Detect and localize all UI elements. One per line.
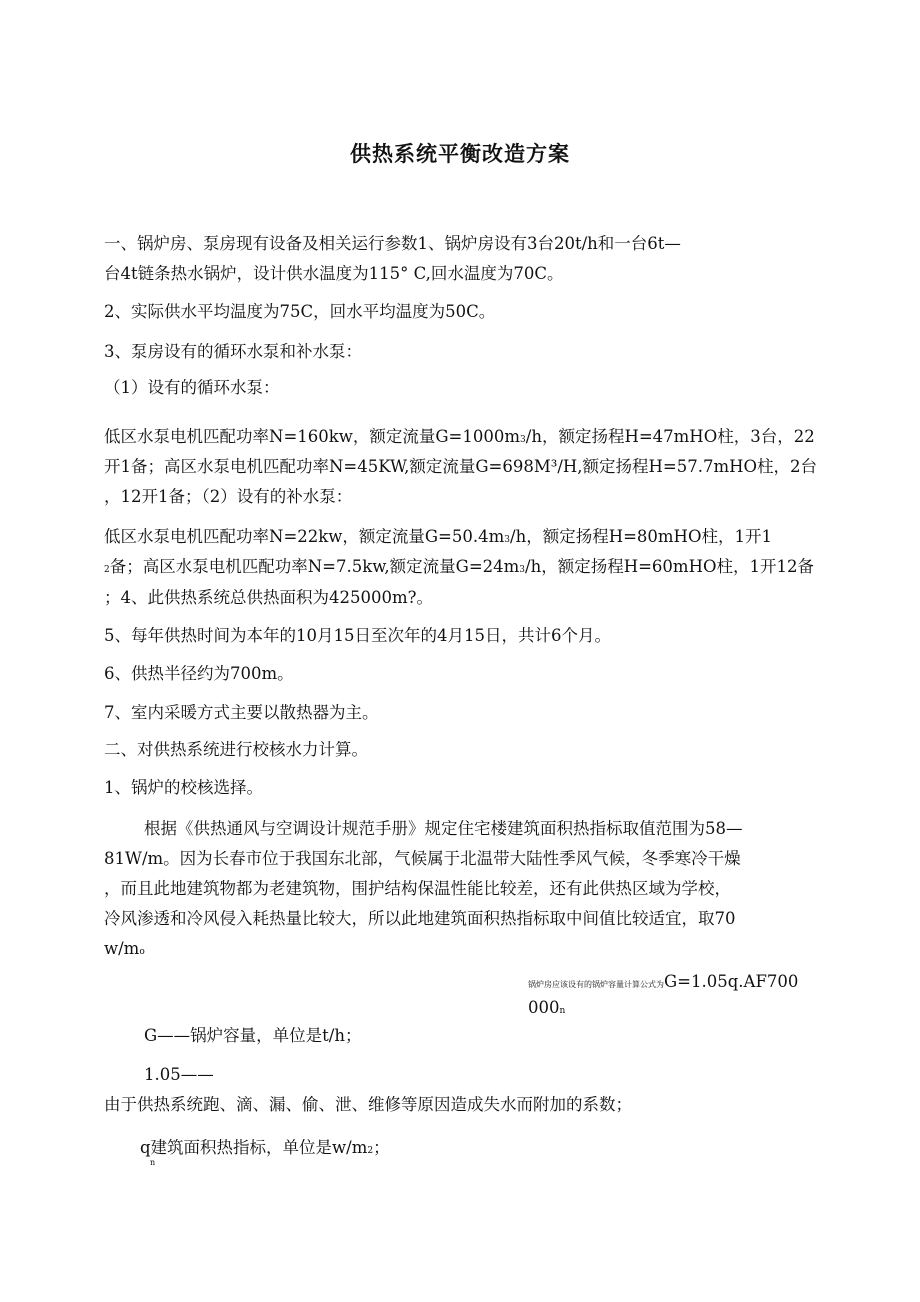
paragraph-line xyxy=(104,526,772,551)
paragraph-line: ，12开1备；（2）设有的补水泵： xyxy=(104,487,353,506)
line-text: 低区水泵电机匹配功率N=160kw，额定流量G=1000m xyxy=(104,427,521,446)
subscript: o xyxy=(139,947,145,957)
paragraph-line: 二、对供热系统进行校核水力计算。 xyxy=(104,740,368,759)
footnote-mark: n xyxy=(150,1158,156,1167)
paragraph-line xyxy=(104,426,815,451)
subscript: 3 xyxy=(504,535,511,545)
subscript: n xyxy=(559,1006,566,1016)
formula-text: 000 xyxy=(528,998,560,1017)
paragraph-line xyxy=(104,938,145,963)
paragraph-line: 6、供热半径约为700m。 xyxy=(104,664,294,683)
document-title: 供热系统平衡改造方案 xyxy=(350,141,570,166)
definition-line: G——锅炉容量，单位是t/h； xyxy=(144,1026,362,1045)
paragraph-line: 开1备；高区水泵电机匹配功率N=45KW,额定流量G=698M³/H,额定扬程H=57.7mHO柱，2台 xyxy=(104,457,818,476)
subscript: 3 xyxy=(520,435,526,445)
paragraph-line: 台4t链条热水锅炉，设计供水温度为115° C,回水温度为70C。 xyxy=(104,264,564,283)
definition-line: 由于供热系统跑、滴、漏、偷、泄、维修等原因造成失水而附加的系数； xyxy=(104,1095,632,1114)
subscript: 2 xyxy=(104,565,110,575)
line-text: 备；高区水泵电机匹配功率N=7.5kw,额定流量G=24m xyxy=(109,557,520,576)
line-text: /h，额定扬程H=80mHO柱，1开1 xyxy=(510,527,772,546)
definition-line xyxy=(140,1137,390,1162)
formula-text: G=1.05q.AF700 xyxy=(664,972,799,991)
paragraph-line: 2、实际供水平均温度为75C，回水平均温度为50C。 xyxy=(104,302,496,321)
formula-line xyxy=(528,971,798,996)
line-text: ； xyxy=(373,1138,390,1157)
paragraph-line xyxy=(104,556,814,581)
paragraph-line: 81W/m。因为长春市位于我国东北部，气候属于北温带大陆性季风气候，冬季寒冷干燥 xyxy=(104,849,741,868)
paragraph-line: ；4、此供热系统总供热面积为425000m?。 xyxy=(104,588,433,607)
line-text: 低区水泵电机匹配功率N=22kw，额定流量G=50.4m xyxy=(104,527,505,546)
paragraph-line: 一、锅炉房、泵房现有设备及相关运行参数1、锅炉房设有3台20t/h和一台6t— xyxy=(104,234,681,253)
line-text: q建筑面积热指标，单位是w/m xyxy=(140,1138,368,1157)
line-text: /h，额定扬程H=47mHO柱，3台，22 xyxy=(525,427,815,446)
paragraph-line: 冷风渗透和冷风侵入耗热量比较大，所以此地建筑面积热指标取中间值比较适宜，取70 xyxy=(104,909,736,928)
paragraph-line: ，而且此地建筑物都为老建筑物，围护结构保温性能比较差，还有此供热区域为学校， xyxy=(104,879,731,898)
definition-line: 1.05—— xyxy=(144,1065,214,1084)
paragraph-line: 1、锅炉的校核选择。 xyxy=(104,778,263,797)
paragraph-line: 3、泵房设有的循环水泵和补水泵： xyxy=(104,342,362,361)
paragraph-line: （1）设有的循环水泵： xyxy=(104,378,280,397)
subscript: 3 xyxy=(519,565,526,575)
paragraph-line: 7、室内采暖方式主要以散热器为主。 xyxy=(104,703,379,722)
formula-line xyxy=(528,997,565,1022)
paragraph-line: 根据《供热通风与空调设计规范手册》规定住宅楼建筑面积热指标取值范围为58— xyxy=(144,819,743,838)
formula-label: 锅炉房应该设有的锅炉容量计算公式为 xyxy=(528,980,664,989)
line-text: w/m xyxy=(104,939,140,958)
paragraph-line: 5、每年供热时间为本年的10月15日至次年的4月15日，共计6个月。 xyxy=(104,626,611,645)
subscript: 2 xyxy=(367,1146,374,1156)
line-text: /h，额定扬程H=60mHO柱，1开12备 xyxy=(525,557,814,576)
